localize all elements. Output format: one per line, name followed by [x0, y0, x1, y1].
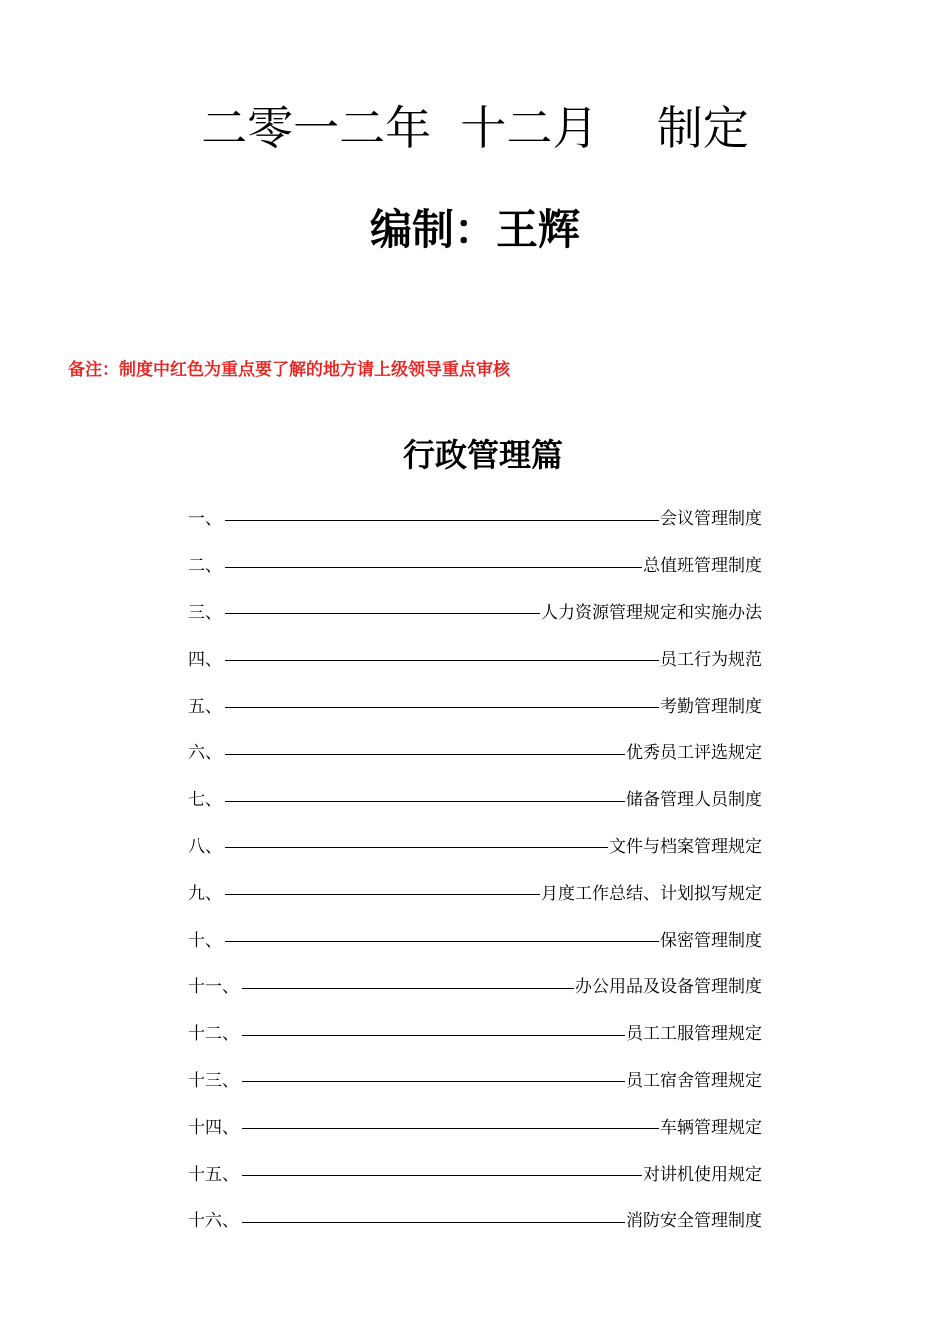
toc-item-number: 十一、: [188, 977, 239, 998]
toc-item-number: 四、: [188, 649, 222, 670]
toc-item-number: 八、: [188, 836, 222, 857]
toc-item: [188, 543, 762, 590]
toc-item-title: 文件与档案管理规定: [609, 836, 762, 857]
toc-leader-line: [242, 1128, 659, 1129]
toc-item-title: 员工宿舍管理规定: [626, 1070, 762, 1091]
toc-item-number: 十、: [188, 930, 222, 951]
toc-item-title: 对讲机使用规定: [643, 1164, 762, 1185]
toc-leader-line: [242, 988, 574, 989]
toc-item: [188, 1198, 762, 1245]
toc-leader-line: [225, 754, 625, 755]
toc-item-number: 十四、: [188, 1117, 239, 1138]
toc-leader-line: [225, 801, 625, 802]
toc-leader-line: [242, 1035, 625, 1036]
toc-leader-line: [225, 613, 540, 614]
toc-item-title: 车辆管理规定: [660, 1117, 762, 1138]
toc-item-number: 三、: [188, 602, 222, 623]
toc-item: [188, 870, 762, 917]
toc-item-number: 九、: [188, 883, 222, 904]
toc-item-title: 消防安全管理制度: [626, 1211, 762, 1232]
toc-item-number: 十三、: [188, 1070, 239, 1091]
toc-item: [188, 1151, 762, 1198]
toc-item-number: 七、: [188, 790, 222, 811]
toc-item: [188, 683, 762, 730]
toc-item-title: 优秀员工评选规定: [626, 743, 762, 764]
toc-item-title: 储备管理人员制度: [626, 790, 762, 811]
toc-item-title: 人力资源管理规定和实施办法: [541, 602, 762, 623]
toc-item: [188, 636, 762, 683]
toc-item-number: 二、: [188, 556, 222, 577]
toc-item-title: 月度工作总结、计划拟写规定: [541, 883, 762, 904]
toc-leader-line: [225, 941, 659, 942]
document-date-line: 二零一二年 十二月 制定: [201, 101, 749, 155]
toc-item-title: 考勤管理制度: [660, 696, 762, 717]
toc-leader-line: [242, 1222, 625, 1223]
toc-item-number: 十六、: [188, 1211, 239, 1232]
toc-leader-line: [225, 520, 659, 521]
review-note: 备注：制度中红色为重点要了解的地方请上级领导重点审核: [68, 360, 510, 380]
toc-leader-line: [225, 660, 659, 661]
table-of-contents: [188, 496, 762, 1245]
toc-item: [188, 964, 762, 1011]
toc-leader-line: [225, 894, 540, 895]
toc-item: [188, 1058, 762, 1105]
toc-item-title: 会议管理制度: [660, 509, 762, 530]
toc-item: [188, 496, 762, 543]
toc-item: [188, 777, 762, 824]
document-author-line: 编制：王辉: [369, 205, 580, 254]
toc-item: [188, 590, 762, 637]
toc-leader-line: [225, 847, 608, 848]
toc-item-number: 五、: [188, 696, 222, 717]
toc-item: [188, 1011, 762, 1058]
toc-item-number: 一、: [188, 509, 222, 530]
toc-item-title: 保密管理制度: [660, 930, 762, 951]
toc-leader-line: [225, 707, 659, 708]
toc-item-number: 十二、: [188, 1024, 239, 1045]
section-title: 行政管理篇: [402, 436, 563, 474]
toc-item: [188, 730, 762, 777]
toc-item: [188, 824, 762, 871]
toc-item-title: 总值班管理制度: [643, 556, 762, 577]
toc-leader-line: [242, 1175, 642, 1176]
toc-item-number: 十五、: [188, 1164, 239, 1185]
toc-item: [188, 917, 762, 964]
toc-item-number: 六、: [188, 743, 222, 764]
toc-item-title: 员工行为规范: [660, 649, 762, 670]
toc-item-title: 员工工服管理规定: [626, 1024, 762, 1045]
toc-item: [188, 1104, 762, 1151]
toc-leader-line: [242, 1081, 625, 1082]
toc-item-title: 办公用品及设备管理制度: [575, 977, 762, 998]
toc-leader-line: [225, 567, 642, 568]
